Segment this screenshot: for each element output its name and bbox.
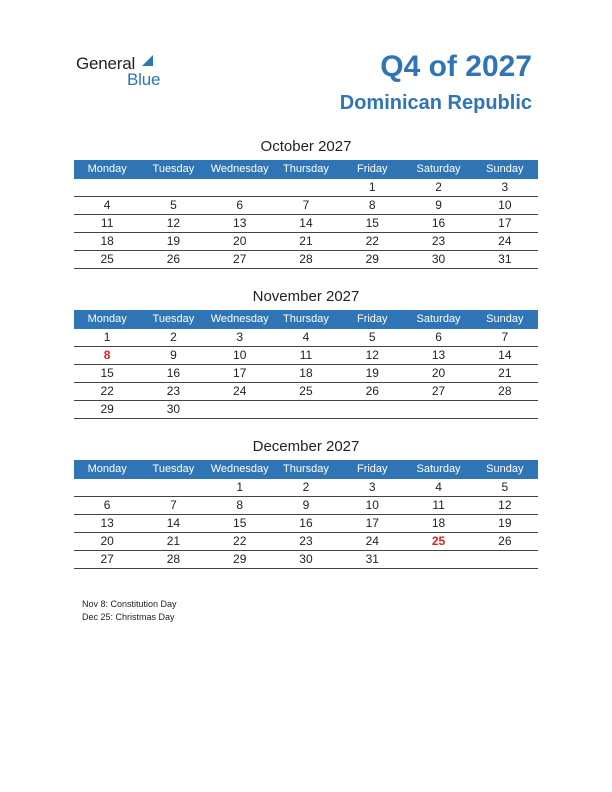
- weekday-label: Saturday: [416, 313, 461, 325]
- day-cell: 3: [236, 330, 244, 344]
- day-cell: 9: [435, 198, 442, 212]
- day-cell: 18: [100, 234, 114, 248]
- day-cell: 31: [365, 552, 379, 566]
- day-cell: 21: [299, 234, 313, 248]
- day-cell: 29: [233, 552, 247, 566]
- day-cell: 28: [498, 384, 512, 398]
- empty-day-cell: [207, 401, 273, 418]
- day-cell: 7: [170, 498, 177, 512]
- empty-day-cell: [140, 479, 206, 496]
- weekday-label: Friday: [356, 463, 388, 475]
- day-cell: 30: [431, 252, 446, 266]
- day-cell: 28: [299, 252, 313, 266]
- day-cell: 19: [166, 234, 181, 248]
- weekday-label: Saturday: [416, 163, 461, 175]
- empty-day-cell: [472, 401, 538, 418]
- day-cell: 15: [100, 366, 114, 380]
- day-cell: 13: [233, 216, 247, 230]
- week-row: [74, 383, 538, 401]
- week-row: [74, 479, 538, 497]
- day-cell: 19: [498, 516, 512, 530]
- weekday-label: Tuesday: [152, 313, 195, 325]
- empty-day-cell: [74, 479, 140, 496]
- weekday-label: Monday: [87, 313, 127, 325]
- day-cell: 10: [233, 348, 247, 362]
- day-cell: 2: [302, 480, 310, 494]
- weekday-label: Tuesday: [152, 463, 195, 475]
- page-title: Q4 of 2027: [380, 50, 532, 83]
- day-cell: 11: [299, 348, 313, 362]
- week-row: [74, 497, 538, 515]
- day-cell: 1: [368, 180, 376, 194]
- holiday-notes: [82, 598, 177, 624]
- day-cell: 27: [233, 252, 247, 266]
- day-cell: 11: [432, 498, 445, 512]
- week-row: [74, 401, 538, 419]
- day-cell: 2: [435, 180, 442, 194]
- month-title: November 2027: [252, 288, 360, 305]
- day-cell: 29: [100, 402, 114, 416]
- day-cell: 25: [431, 534, 446, 548]
- day-cell: 13: [431, 348, 446, 362]
- day-cell: 21: [498, 366, 512, 380]
- brand-logo: [76, 54, 176, 90]
- day-cell: 11: [100, 216, 114, 230]
- day-cell: 8: [368, 198, 376, 212]
- day-cell: 17: [365, 516, 379, 530]
- weekday-label: Wednesday: [210, 163, 269, 175]
- day-cell: 2: [170, 330, 177, 344]
- day-cell: 8: [103, 348, 111, 362]
- empty-day-cell: [339, 401, 405, 418]
- weekday-label: Sunday: [486, 313, 524, 325]
- day-cell: 12: [166, 216, 181, 230]
- day-cell: 13: [100, 516, 114, 530]
- day-cell: 18: [299, 366, 313, 380]
- week-row: [74, 365, 538, 383]
- day-cell: 23: [299, 534, 313, 548]
- day-cell: 30: [166, 402, 181, 416]
- empty-day-cell: [74, 179, 140, 196]
- week-row: [74, 551, 538, 569]
- month-calendar: [74, 436, 538, 569]
- week-row: [74, 347, 538, 365]
- week-row: [74, 533, 538, 551]
- day-cell: 15: [233, 516, 247, 530]
- day-cell: 22: [365, 234, 379, 248]
- holiday-note: Nov 8: Constitution Day: [82, 599, 177, 609]
- day-cell: 20: [233, 234, 247, 248]
- week-row: [74, 251, 538, 269]
- weekday-label: Thursday: [283, 163, 329, 175]
- day-cell: 26: [365, 384, 379, 398]
- day-cell: 18: [431, 516, 446, 530]
- day-cell: 17: [498, 216, 512, 230]
- brand-blue-text: Blue: [127, 70, 161, 89]
- weekday-header-row: [74, 310, 538, 329]
- day-cell: 23: [166, 384, 181, 398]
- month-calendar: [74, 136, 538, 269]
- weekday-label: Monday: [87, 163, 127, 175]
- day-cell: 27: [100, 552, 114, 566]
- month-title: December 2027: [252, 438, 360, 455]
- weekday-label: Friday: [356, 163, 388, 175]
- day-cell: 26: [166, 252, 181, 266]
- month-title: October 2027: [260, 138, 352, 155]
- week-row: [74, 233, 538, 251]
- holiday-note: Dec 25: Christmas Day: [82, 612, 175, 622]
- weekday-header-row: [74, 460, 538, 479]
- day-cell: 3: [368, 480, 376, 494]
- day-cell: 5: [170, 198, 177, 212]
- week-row: [74, 329, 538, 347]
- day-cell: 24: [498, 234, 512, 248]
- month-calendar: [74, 286, 538, 419]
- page-subtitle: Dominican Republic: [339, 92, 532, 114]
- day-cell: 29: [365, 252, 379, 266]
- day-cell: 6: [435, 330, 442, 344]
- empty-day-cell: [405, 401, 471, 418]
- weekday-label: Thursday: [283, 463, 329, 475]
- weekday-label: Tuesday: [152, 163, 195, 175]
- day-cell: 10: [365, 498, 379, 512]
- weekday-label: Sunday: [486, 463, 524, 475]
- week-row: [74, 197, 538, 215]
- day-cell: 4: [103, 198, 111, 212]
- empty-day-cell: [207, 179, 273, 196]
- day-cell: 21: [166, 534, 181, 548]
- day-cell: 9: [170, 348, 177, 362]
- day-cell: 15: [365, 216, 379, 230]
- weekday-label: Monday: [87, 463, 127, 475]
- empty-day-cell: [140, 179, 206, 196]
- empty-day-cell: [405, 551, 471, 568]
- day-cell: 28: [166, 552, 181, 566]
- empty-day-cell: [273, 179, 339, 196]
- empty-day-cell: [472, 551, 538, 568]
- brand-general-text: General: [76, 54, 136, 73]
- day-cell: 9: [302, 498, 310, 512]
- logo-triangle-icon: [142, 55, 153, 66]
- day-cell: 26: [498, 534, 512, 548]
- day-cell: 25: [100, 252, 114, 266]
- weekday-label: Saturday: [416, 463, 461, 475]
- day-cell: 25: [299, 384, 313, 398]
- day-cell: 3: [501, 180, 509, 194]
- day-cell: 27: [431, 384, 446, 398]
- weekday-label: Sunday: [486, 163, 524, 175]
- day-cell: 19: [365, 366, 379, 380]
- day-cell: 20: [431, 366, 446, 380]
- weekday-header-row: [74, 160, 538, 179]
- day-cell: 6: [236, 198, 244, 212]
- weekday-label: Wednesday: [210, 463, 269, 475]
- day-cell: 23: [431, 234, 446, 248]
- weekday-label: Thursday: [283, 313, 329, 325]
- day-cell: 5: [368, 330, 376, 344]
- day-cell: 22: [233, 534, 247, 548]
- day-cell: 16: [431, 216, 446, 230]
- weekday-label: Wednesday: [210, 313, 269, 325]
- day-cell: 12: [365, 348, 379, 362]
- week-row: [74, 515, 538, 533]
- day-cell: 7: [501, 330, 509, 344]
- day-cell: 20: [100, 534, 114, 548]
- day-cell: 17: [233, 366, 247, 380]
- day-cell: 4: [302, 330, 310, 344]
- day-cell: 16: [166, 366, 181, 380]
- day-cell: 6: [103, 498, 111, 512]
- day-cell: 24: [365, 534, 379, 548]
- day-cell: 10: [498, 198, 512, 212]
- day-cell: 7: [302, 198, 310, 212]
- day-cell: 14: [299, 216, 313, 230]
- day-cell: 5: [501, 480, 509, 494]
- week-row: [74, 179, 538, 197]
- weekday-label: Friday: [356, 313, 388, 325]
- day-cell: 14: [166, 516, 181, 530]
- day-cell: 1: [236, 480, 244, 494]
- day-cell: 31: [498, 252, 512, 266]
- day-cell: 16: [299, 516, 313, 530]
- day-cell: 30: [299, 552, 313, 566]
- day-cell: 8: [236, 498, 244, 512]
- day-cell: 12: [498, 498, 512, 512]
- day-cell: 24: [233, 384, 247, 398]
- day-cell: 14: [498, 348, 512, 362]
- day-cell: 22: [100, 384, 114, 398]
- day-cell: 4: [435, 480, 442, 494]
- week-row: [74, 215, 538, 233]
- empty-day-cell: [273, 401, 339, 418]
- day-cell: 1: [103, 330, 111, 344]
